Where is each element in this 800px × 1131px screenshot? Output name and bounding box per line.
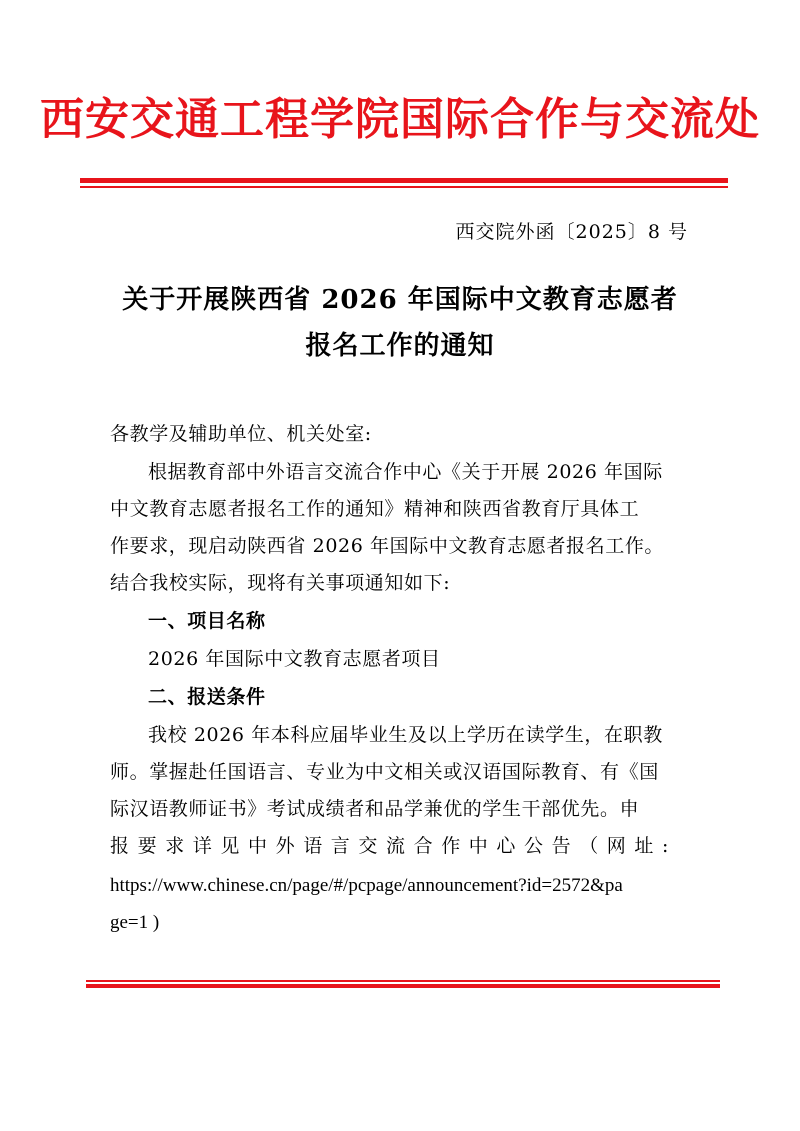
paragraph-1-line-1: 根据教育部中外语言交流合作中心《关于开展 2026 年国际 xyxy=(148,461,663,483)
footer-rule-thin xyxy=(86,980,720,982)
salutation: 各教学及辅助单位、机关处室: xyxy=(110,423,372,445)
paragraph-2-line-1: 我校 2026 年本科应届毕业生及以上学历在读学生，在职教 xyxy=(148,724,663,746)
section-1-text: 2026 年国际中文教育志愿者项目 xyxy=(148,648,441,670)
letterhead-rule-thick xyxy=(80,178,728,183)
section-1-heading: 一、项目名称 xyxy=(148,610,266,632)
paragraph-1-line-4: 结合我校实际，现将有关事项通知如下: xyxy=(110,572,451,594)
org-letterhead-title: 西安交通工程学院国际合作与交流处 xyxy=(40,94,760,145)
paragraph-1-line-2: 中文教育志愿者报名工作的通知》精神和陕西省教育厅具体工 xyxy=(110,498,640,520)
paragraph-2-line-4: 报要求详见中外语言交流合作中心公告（网址: xyxy=(110,835,678,857)
paragraph-2-line-3: 际汉语教师证书》考试成绩者和品学兼优的学生干部优先。申 xyxy=(110,798,640,820)
document-title-line-2: 报名工作的通知 xyxy=(305,331,495,361)
letterhead-rule-thin xyxy=(80,186,728,188)
announcement-url-line-1: https://www.chinese.cn/page/#/pcpage/announcement?id=2572&pa xyxy=(110,875,623,896)
paragraph-1-line-3: 作要求，现启动陕西省 2026 年国际中文教育志愿者报名工作。 xyxy=(110,535,665,557)
footer-rule-thick xyxy=(86,984,720,988)
section-2-heading: 二、报送条件 xyxy=(148,686,266,708)
document-title-line-1: 关于开展陕西省 2026 年国际中文教育志愿者 xyxy=(122,285,678,315)
paragraph-2-line-2: 师。掌握赴任国语言、专业为中文相关或汉语国际教育、有《国 xyxy=(110,761,659,783)
announcement-url-line-2: ge=1 ) xyxy=(110,912,160,933)
document-number: 西交院外函〔2025〕8 号 xyxy=(455,221,688,243)
